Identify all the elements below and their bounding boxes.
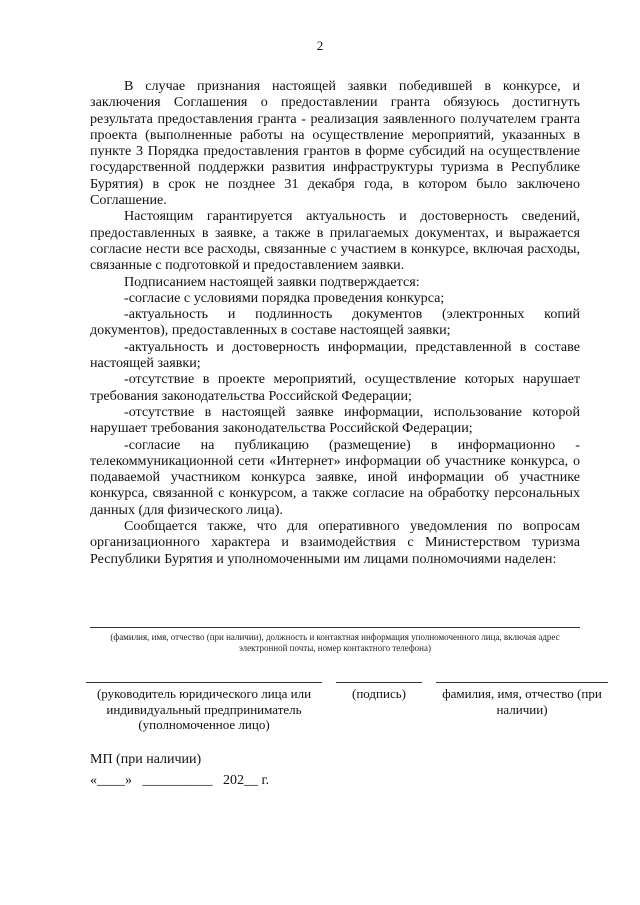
date-line: «____» __________ 202__ г. (90, 773, 270, 788)
name-caption: фамилия, имя, отчество (при наличии) (442, 686, 602, 717)
contact-caption: (фамилия, имя, отчество (при наличии), должность и контактная информация уполномоченного лица, включая адрес электронной почты, номер контактного телефона) (110, 632, 560, 653)
sign-caption: (подпись) (352, 686, 406, 701)
signature-sign-block (336, 682, 422, 702)
list-item-no-violating-activities: -отсутствие в проекте мероприятий, осуществление которых нарушает требования законодательства Российской Федерации; (90, 371, 580, 404)
list-item-documents-authenticity: -актуальность и подлинность документов (электронных копий документов), предоставленных в составе настоящей заявки; (90, 306, 580, 339)
head-fill-line[interactable] (86, 682, 322, 683)
body-text (90, 78, 580, 567)
head-caption: (руководитель юридического лица или индивидуальный предприниматель (уполномоченное лицо) (96, 686, 312, 732)
paragraph-guarantee: Настоящим гарантируется актуальность и достоверность сведений, предоставленных в заявке, а также в прилагаемых документах, и выражается согласие нести все расходы, связанные с участием в конкурсе, включая расходы, связанные с подготовкой и предоставлением заявки. (90, 208, 580, 274)
list-item-information-accuracy: -актуальность и достоверность информации, представленной в составе настоящей заявки; (90, 338, 580, 372)
contact-fill-line[interactable] (90, 627, 580, 628)
paragraph-grant-obligation: В случае признания настоящей заявки победившей в конкурсе, и заключения Соглашения о предоставлении гранта обязуюсь достигнуть результата предоставления гранта - реализация заявленного получателем гранта проекта (выполненные работы на осуществление мероприятий, указанных в пункте 3 Порядка предоставления грантов в форме субсидий на осуществление государственной поддержки развития инфраструктуры туризма в Республике Бурятия) в срок не позднее 31 декабря года, в котором было заключено Соглашение. (90, 78, 580, 209)
page-number: 2 (316, 38, 324, 53)
list-item-publication-consent: -согласие на публикацию (размещение) в информационно - телекоммуникационной сети «Интернет» информации об участнике конкурса, о подаваемой участником конкурса заявке, иной информации об участнике конкурса, связанной с конкурсом, а также согласие на обработку персональных данных (для физического лица). (90, 436, 580, 518)
signature-name-block (436, 682, 608, 717)
paragraph-confirmation-intro: Подписанием настоящей заявки подтверждается: (124, 273, 420, 290)
paragraph-authorized-person: Сообщается также, что для оперативного уведомления по вопросам организационного характера и взаимодействия с Министерством туризма Республики Бурятия и уполномоченными им лицами полномочиями наделен: (90, 518, 580, 567)
name-fill-line[interactable] (436, 682, 608, 683)
contact-field (90, 627, 580, 654)
sign-fill-line[interactable] (336, 682, 422, 683)
list-item-consent-rules: -согласие с условиями порядка проведения конкурса; (124, 289, 445, 306)
seal-label: МП (при наличии) (90, 752, 202, 767)
list-item-no-violating-information: -отсутствие в настоящей заявке информации, использование которой нарушает требования законодательства Российской Федерации; (90, 403, 580, 437)
signature-head-block (86, 682, 322, 733)
